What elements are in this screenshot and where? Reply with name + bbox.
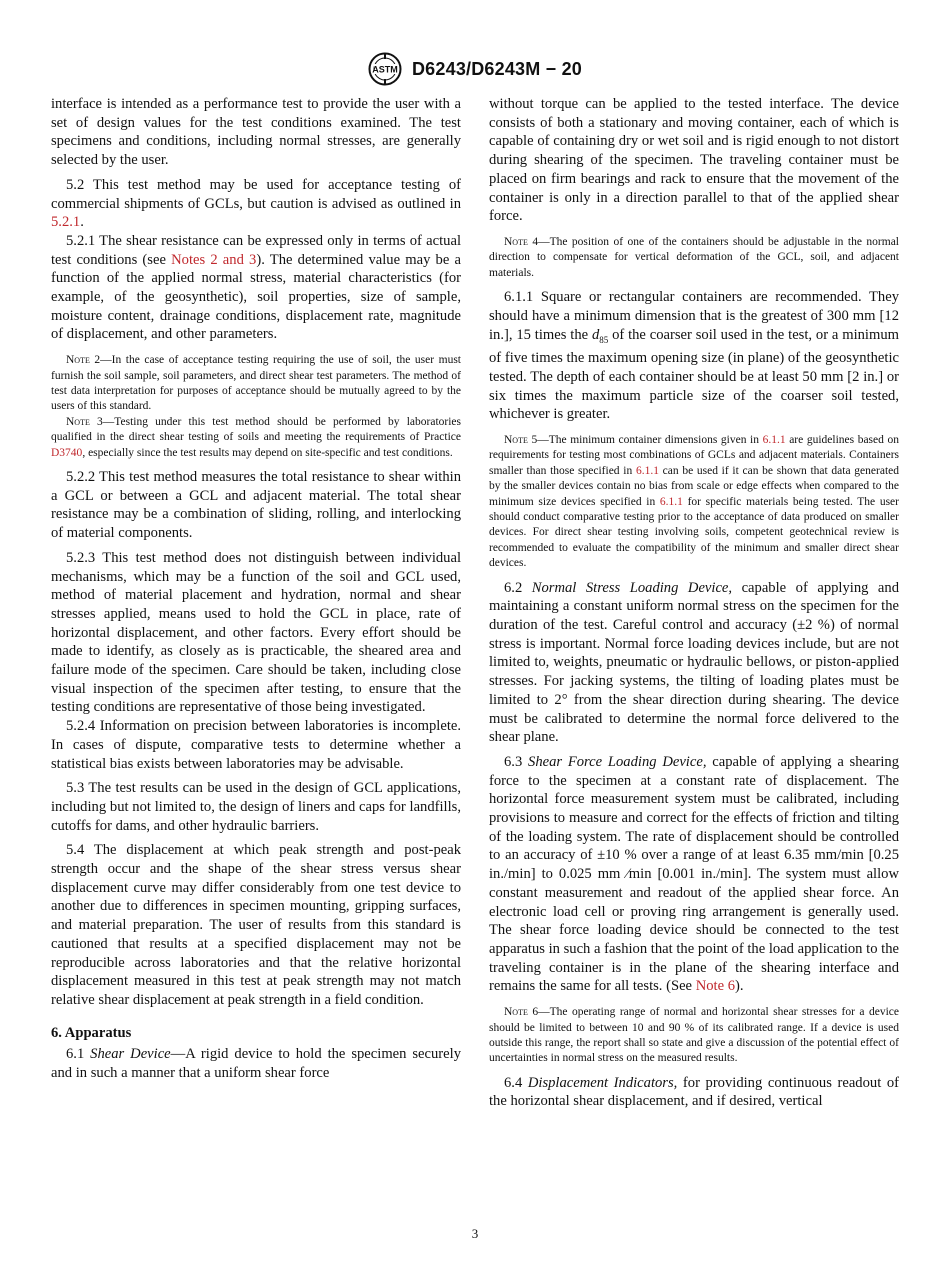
ref-d3740-link[interactable]: D3740 bbox=[51, 446, 83, 459]
svg-text:ASTM: ASTM bbox=[372, 64, 398, 75]
ref-6-1-1-link[interactable]: 6.1.1 bbox=[635, 464, 659, 477]
note-6: Note 6—The operating range of normal and horizontal shear stresses for a device should be limited to between 10 and 90 % of its calibrated range. If a device is used outside this range, the report shall so state and give a discussion of the potential effect of uncertainties in normal stress on the measured results. bbox=[489, 1006, 899, 1065]
paragraph-5-2: 5.2 This test method may be used for acceptance testing of commercial shipments of GCLs, but caution is advised as outlined in 5.2.1. bbox=[51, 176, 461, 231]
ref-notes-2-3-link[interactable]: Notes 2 and 3 bbox=[171, 251, 257, 268]
paragraph-6-3: 6.3 Shear Force Loading Device, capable of applying a shearing force to the specimen at a constant rate of displacement. The horizontal force measurement system must be calibrated, including provisions to measure and correct for the effects of friction and tilting of the loading system. The rate of displacement should be controlled to an accuracy of ±10 % over a range of at least 6.35 mm/min [0.25 in./min] to 0.025 mm ⁄min [0.001 in./min]. The system must allow constant measurement and readout of the applied shear force. An electronic load cell or proving ring arrangement is generally used. The shear force loading device should be connected to the test apparatus in such a fashion that the point of the load application to the traveling container is in the plane of the shearing interface and remains the same for all tests. (See Note 6). bbox=[489, 753, 899, 995]
page-number: 3 bbox=[471, 1226, 479, 1241]
ref-6-1-1-link[interactable]: 6.1.1 bbox=[659, 495, 683, 508]
paragraph-6-1-1: 6.1.1 Square or rectangular containers are recommended. They should have a minimum dimension that is the greatest of 300 mm [12 in.], 15 times the $d_{85}$ of the coarser soil used in the test, or a minimum of five times the maximum opening size (in plane) of the geosynthetic tested. The depth of each container should be at least 50 mm [2 in.] or six times the maximum particle size of the coarser soil tested, whichever is greater. bbox=[489, 289, 899, 423]
paragraph-5-2-1: 5.2.1 The shear resistance can be expressed only in terms of actual test conditions (see Notes 2 and 3). The determined value may be a function of the applied normal stress, material characteristics (for example, of the geosynthetic), soil properties, size of sample, moisture content, drainage conditions, displacement rate, magnitude of displacement, and other parameters. bbox=[51, 232, 461, 343]
paragraph-5-2-2: 5.2.2 This test method measures the total resistance to shear within a GCL or between a GCL and adjacent material. The total shear resistance may be a combination of sliding, rolling, and interlocking of material components. bbox=[51, 468, 461, 542]
left-column bbox=[51, 95, 461, 1083]
paragraph-5-1-cont: interface is intended as a performance test to provide the user with a set of design values for the test conditions examined. The test specimens and conditions, including normal stresses, are generally selected by the user. bbox=[51, 96, 461, 169]
ref-5-2-1-link[interactable]: 5.2.1 bbox=[51, 214, 81, 231]
paragraph-6-2: 6.2 Normal Stress Loading Device, capable of applying and maintaining a constant uniform normal stress on the specimen for the duration of the test. Careful control and accuracy (±2 %) of normal stress is important. Normal force loading devices include, but are not limited to, weights, pneumatic or hydraulic bellows, or piston-applied stresses. For jacking systems, the tilting of loading plates must be limited to 2° from the shear direction during shearing. The device must be calibrated to determine the normal force delivered to the shear plane. bbox=[489, 579, 899, 746]
note-4: Note 4—The position of one of the containers should be adjustable in the normal direction to compensate for vertical deformation of the GCL, soil, and adjacent materials. bbox=[489, 235, 899, 279]
paragraph-5-2-4: 5.2.4 Information on precision between laboratories is incomplete. In cases of dispute, comparative tests to determine whether a statistical bias exists between laboratories may be advisable. bbox=[51, 718, 461, 772]
document-id: D6243/D6243M − 20 bbox=[411, 58, 582, 79]
paragraph-5-2-3: 5.2.3 This test method does not distinguish between individual mechanisms, which may be a function of the soil and GCL used, method of material placement and hydration, normal and shear stresses applied, means used to hold the GCL in place, rate of horizontal displacement, and other factors. Every effort should be made to identify, as closely as is practicable, the sheared area and failure mode of the specimen. Care should be taken, including close visual inspection of the specimen after testing, to ensure that the testing conditions are representative of those being investigated. bbox=[51, 549, 461, 716]
note-2: Note 2—In the case of acceptance testing requiring the use of soil, the user must furnish the soil sample, soil parameters, and direct shear test parameters. The method of test data interpretation for purposes of acceptance should be mutually agreed to by the users of this standard. bbox=[51, 354, 461, 413]
page-header bbox=[0, 52, 950, 86]
section-6-heading: 6. Apparatus bbox=[51, 1024, 132, 1041]
paragraph-6-4: 6.4 Displacement Indicators, for providing continuous readout of the horizontal shear displacement, and if desired, vertical bbox=[489, 1074, 899, 1110]
paragraph-5-4: 5.4 The displacement at which peak strength and post-peak strength occur and the shape of the shear stress versus shear displacement curve may differ considerably from one test device to another due to differences in specimen mounting, gripping surfaces, and material preparation. The user of results from this standard is cautioned that results at a specified displacement may not be reproducible across laboratories and that the relative horizontal displacement measured in this test at peak strength may not match relative shear displacement at peak strength in a field condition. bbox=[51, 842, 461, 1008]
paragraph-6-1: 6.1 Shear Device—A rigid device to hold the specimen securely and in such a manner that a uniform shear force bbox=[51, 1046, 461, 1082]
right-column bbox=[489, 95, 899, 1111]
note-3: Note 3—Testing under this test method should be performed by laboratories qualified in the direct shear testing of soils and meeting the requirements of Practice D3740, especially since the test results may depend on site-specific and test conditions. bbox=[51, 415, 461, 459]
note-5: Note 5—The minimum container dimensions given in 6.1.1 are guidelines based on requirements for testing most combinations of GCLs and adjacent materials. Containers smaller than those specified in 6.1.1 can be used if it can be shown that data generated by the smaller devices contain no bias from scale or edge effects when compared to the minimum size devices specified in 6.1.1 for specific materials being tested. The user should conduct comparative testing prior to the acceptance of data produced on smaller devices. For direct shear testing involving soils, competent geotechnical review is recommended to evaluate the compatibility of the minimum and smaller direct shear devices. bbox=[489, 433, 899, 570]
paragraph-6-1-cont: without torque can be applied to the tested interface. The device consists of both a stationary and moving container, each of which is capable of containing dry or wet soil and is rigid enough to not distort during shearing of the specimen. The traveling container must be placed on firm bearings and rack to ensure that the movement of the container is only in a direction parallel to that of the applied shear force. bbox=[489, 96, 899, 225]
astm-logo-icon bbox=[368, 52, 402, 86]
ref-note-6-link[interactable]: Note 6 bbox=[695, 978, 736, 995]
paragraph-5-3: 5.3 The test results can be used in the design of GCL applications, including but not limited to, the design of liners and caps for landfills, cutoffs for dams, and other hydraulic barriers. bbox=[51, 780, 461, 834]
ref-6-1-1-link[interactable]: 6.1.1 bbox=[762, 433, 786, 446]
